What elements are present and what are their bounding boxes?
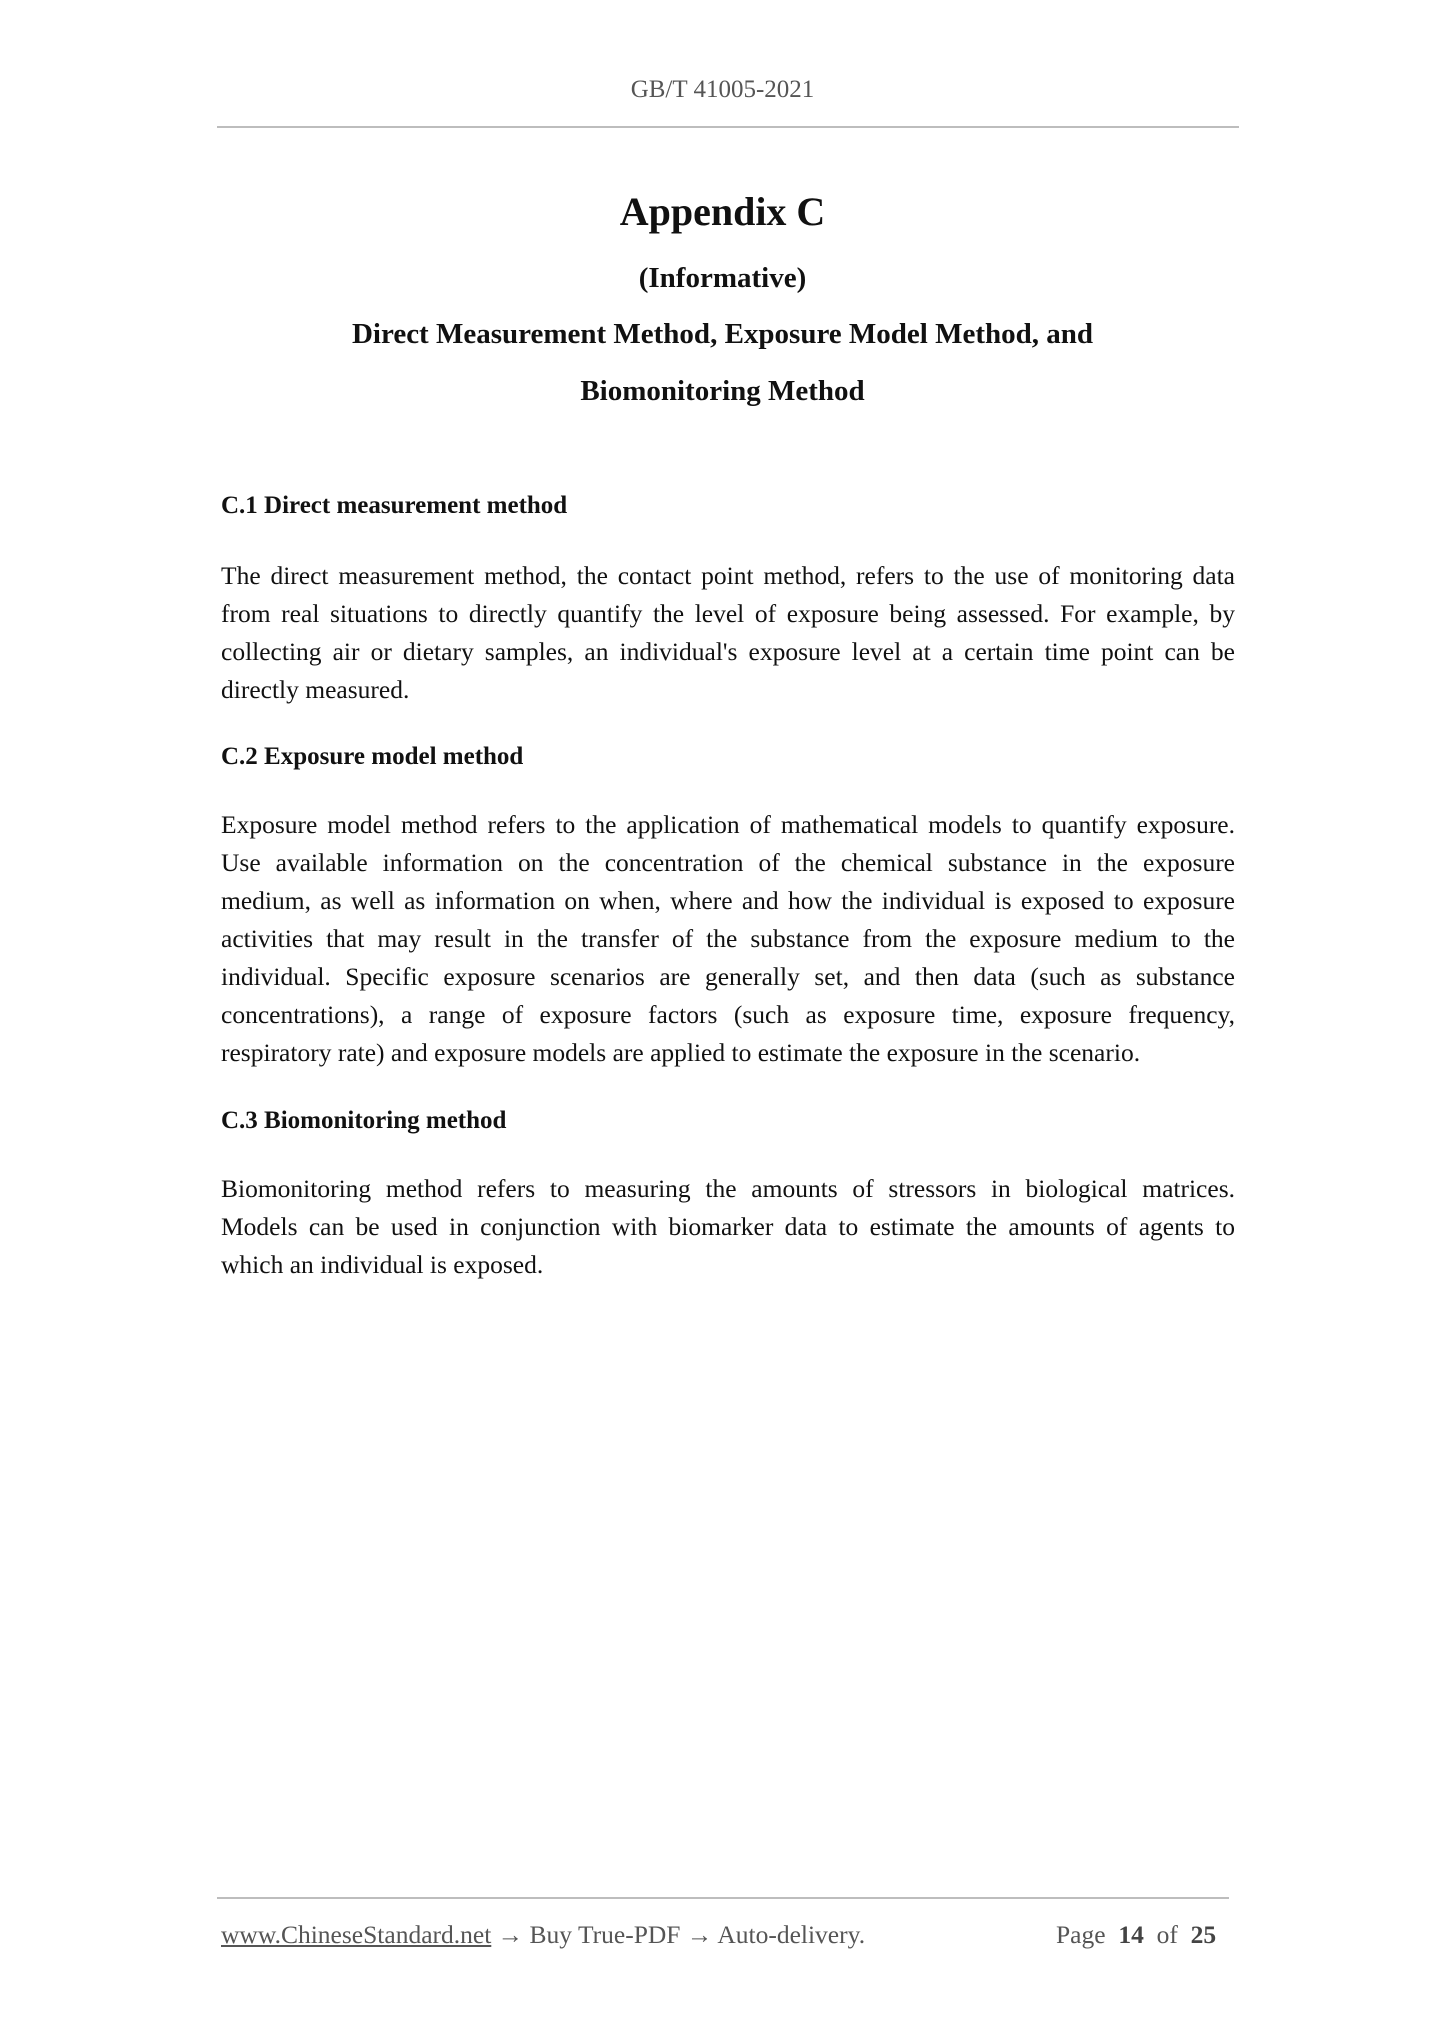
footer-promo [221,1920,865,1950]
document-code-header: GB/T 41005-2021 [630,76,815,103]
text-line: Models can be used in conjunction with biomarker data to estimate the amounts of agents to [221,1212,1235,1241]
current-page: 14 [1118,1920,1144,1949]
section-heading-c2: C.2 Exposure model method [221,743,524,770]
section-heading-c3: C.3 Biomonitoring method [221,1107,507,1134]
arrow-right-icon: → [686,1920,713,1949]
text-line: Use available information on the concentration of the chemical substance in the exposure [221,848,1235,877]
appendix-subtitle-line-2: Biomonitoring Method [580,375,865,407]
text-line: which an individual is exposed. [221,1250,544,1279]
text-line: activities that may result in the transfer of the substance from the exposure medium to the [221,924,1235,953]
website-link[interactable]: www.ChineseStandard.net [221,1920,492,1949]
text-line: The direct measurement method, the contact point method, refers to the use of monitoring data [221,561,1235,590]
of-label: of [1156,1920,1178,1949]
page-label: Page [1056,1920,1106,1949]
text-line: Exposure model method refers to the application of mathematical models to quantify exposure. [221,810,1235,839]
text-line: collecting air or dietary samples, an individual's exposure level at a certain time point can be [221,637,1235,666]
text-line: respiratory rate) and exposure models are applied to estimate the exposure in the scenario. [221,1038,1141,1067]
text-line: individual. Specific exposure scenarios are generally set, and then data (such as substance [221,962,1235,991]
delivery-text: Auto-delivery. [717,1920,866,1949]
page-number [1056,1920,1216,1950]
text-line: medium, as well as information on when, where and how the individual is exposed to exposure [221,886,1235,915]
appendix-type: (Informative) [638,262,807,294]
appendix-title: Appendix C [619,189,826,234]
text-line: from real situations to directly quantify the level of exposure being assessed. For example, by [221,599,1235,628]
footer-divider [217,1897,1229,1899]
appendix-subtitle-line-1: Direct Measurement Method, Exposure Model Method, and [351,318,1094,350]
text-line: directly measured. [221,675,410,704]
total-pages: 25 [1190,1920,1217,1949]
text-line: Biomonitoring method refers to measuring the amounts of stressors in biological matrices. [221,1174,1235,1203]
section-c1-paragraph [221,557,1235,709]
section-c3-paragraph [221,1170,1235,1284]
header-divider [217,126,1239,128]
arrow-right-icon: → [497,1920,524,1949]
text-line: concentrations), a range of exposure factors (such as exposure time, exposure frequency, [221,1000,1235,1029]
section-heading-c1: C.1 Direct measurement method [221,492,568,519]
section-c2-paragraph [221,806,1235,1072]
buy-text: Buy True-PDF [529,1920,681,1949]
